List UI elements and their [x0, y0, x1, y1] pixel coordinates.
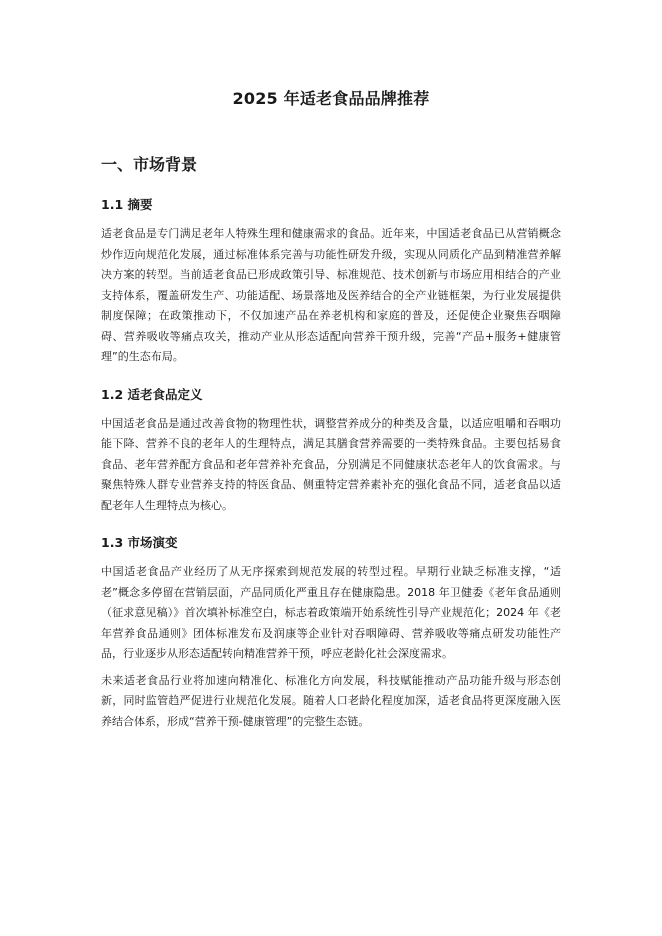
- document-title: 2025 年适老食品品牌推荐: [232, 89, 430, 108]
- section-heading: 一、市场背景: [101, 155, 198, 174]
- subsection-heading-evolution: 1.3 市场演变: [101, 535, 178, 550]
- subsection-heading-summary: 1.1 摘要: [101, 197, 153, 212]
- evolution-paragraph-1: 中国适老食品产业经历了从无序探索到规范发展的转型过程。早期行业缺乏标准支撑，“适老”概念多停留在营销层面，产品同质化严重且存在健康隐患。2018 年卫健委《老年食品通则（征求意见稿）》首次填补标准空白，标志着政策端开始系统性引导产业规范化；2024 年《老年营养食品通则》团体标准发布及润康等企业针对吞咽障碍、营养吸收等痛点研发功能性产品，行业逐步从形态适配转向精准营养干预，呼应老龄化社会深度需求。: [101, 565, 561, 660]
- subsection-heading-definition: 1.2 适老食品定义: [101, 386, 203, 402]
- definition-paragraph: 中国适老食品是通过改善食物的物理性状，调整营养成分的种类及含量，以适应咀嚼和吞咽功能下降、营养不良的老年人的生理特点，满足其膳食营养需要的一类特殊食品。主要包括易食食品、老年营养配方食品和老年营养补充食品，分别满足不同健康状态老年人的饮食需求。与聚焦特殊人群专业营养支持的特医食品、侧重特定营养素补充的强化食品不同，适老食品以适配老年人生理特点为核心。: [101, 416, 561, 512]
- summary-paragraph: 适老食品是专门满足老年人特殊生理和健康需求的食品。近年来，中国适老食品已从营销概念炒作迈向规范化发展，通过标准体系完善与功能性研发升级，实现从同质化产品到精准营养解决方案的转型。当前适老食品已形成政策引导、标准规范、技术创新与市场应用相结合的产业支持体系，覆盖研发生产、功能适配、场景落地及医养结合的全产业链框架，为行业发展提供制度保障；在政策推动下，不仅加速产品在养老机构和家庭的普及，还促使企业聚焦吞咽障碍、营养吸收等痛点攻关，推动产业从形态适配向营养干预升级，完善“产品+服务+健康管理”的生态布局。: [101, 227, 561, 363]
- section-market-background: [101, 154, 561, 732]
- evolution-paragraph-2: 未来适老食品行业将加速向精准化、标准化方向发展，科技赋能推动产品功能升级与形态创新，同时监管趋严促进行业规范化发展。随着人口老龄化程度加深，适老食品将更深度融入医养结合体系，形成“营养干预-健康管理”的完整生态链。: [101, 673, 561, 728]
